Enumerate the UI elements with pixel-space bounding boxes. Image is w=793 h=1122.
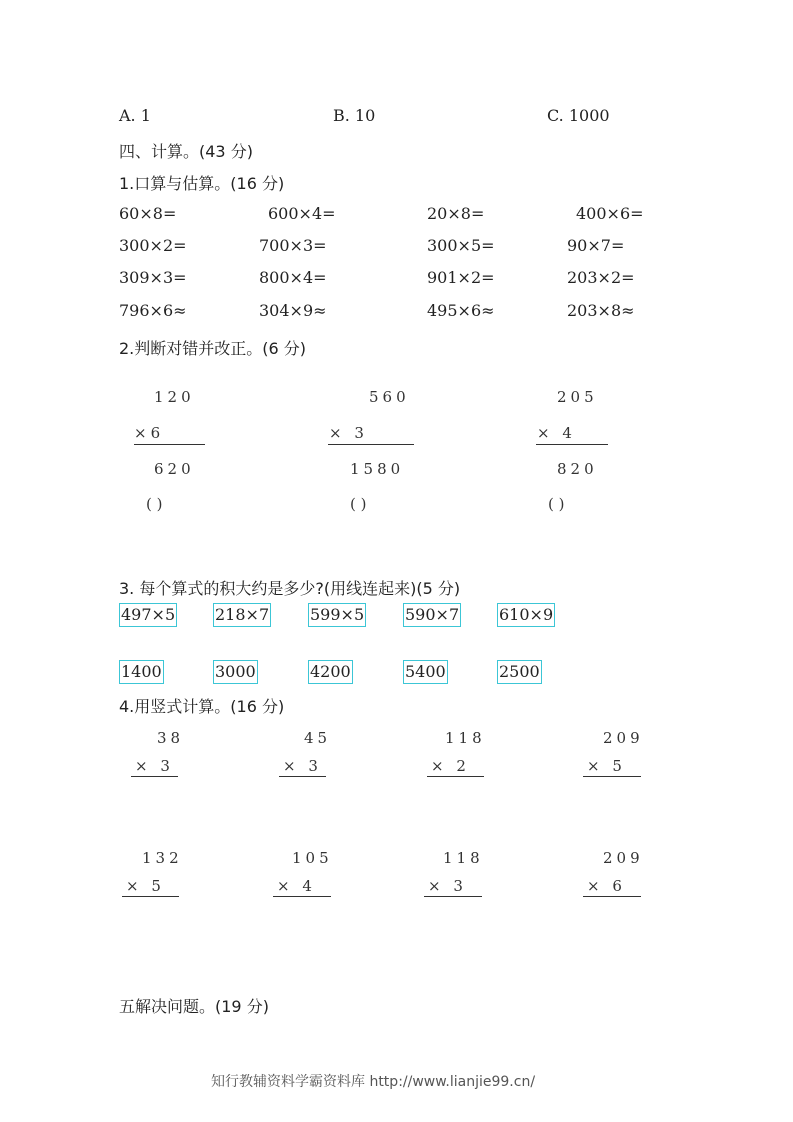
q1-r3-c1: 309×3= (119, 268, 187, 287)
q1-r4-c4: 203×8≈ (567, 301, 635, 320)
q2-item3-result: 820 (557, 460, 598, 478)
q1-r1-c2: 600×4= (268, 204, 336, 223)
q2-item3-mult: × 4 (537, 424, 576, 442)
q4-r1-item2-line (279, 776, 326, 777)
q4-r1-item3-line (427, 776, 484, 777)
q3-expr-4[interactable]: 590×7 (403, 603, 461, 627)
q4-r2-item4-line (583, 896, 641, 897)
q2-item3-top: 205 (557, 388, 598, 406)
q3-expr-2[interactable]: 218×7 (213, 603, 271, 627)
q4-r1-item3-mult: × 2 (431, 757, 470, 775)
q4-r2-item1-mult: × 5 (126, 877, 165, 895)
q4-r2-item2-mult: × 4 (277, 877, 316, 895)
q4-r1-item2-mult: × 3 (283, 757, 322, 775)
q2-item3-paren: ( ) (548, 495, 565, 513)
q4-r1-item1-mult: × 3 (135, 757, 174, 775)
q2-item2-line (328, 444, 414, 445)
q4-r2-item1-line (122, 896, 179, 897)
q1-r4-c2: 304×9≈ (259, 301, 327, 320)
q2-item1-result: 620 (154, 460, 195, 478)
q1-r3-c4: 203×2= (567, 268, 635, 287)
q4-r2-item2-top: 105 (292, 849, 333, 867)
q3-expr-3[interactable]: 599×5 (308, 603, 366, 627)
q4-r1-item4-line (583, 776, 641, 777)
choice-b: B. 10 (333, 106, 376, 125)
footer-watermark: 知行教辅资料学霸资料库 http://www.lianjie99.cn/ (211, 1074, 536, 1090)
q3-answer-5[interactable]: 2500 (497, 660, 542, 684)
q1-r1-c3: 20×8= (427, 204, 485, 223)
q3-answer-3[interactable]: 4200 (308, 660, 353, 684)
q2-item2-result: 1580 (350, 460, 405, 478)
q2-item2-paren: ( ) (350, 495, 367, 513)
q2-item1-top: 120 (154, 388, 195, 406)
choice-c: C. 1000 (547, 106, 610, 125)
q3-answer-1[interactable]: 1400 (119, 660, 164, 684)
q4-r2-item4-mult: × 6 (587, 877, 626, 895)
q2-item1-line (134, 444, 205, 445)
q1-r3-c3: 901×2= (427, 268, 495, 287)
q4-r2-item4-top: 209 (603, 849, 644, 867)
q1-title: 1.口算与估算。(16 分) (119, 174, 285, 193)
q1-r1-c1: 60×8= (119, 204, 177, 223)
section-5-title: 五解决问题。(19 分) (119, 997, 269, 1016)
q4-r1-item4-mult: × 5 (587, 757, 626, 775)
q2-item3-line (536, 444, 608, 445)
q1-r2-c3: 300×5= (427, 236, 495, 255)
q4-r2-item2-line (273, 896, 331, 897)
q3-answer-4[interactable]: 5400 (403, 660, 448, 684)
q4-r1-item1-top: 38 (157, 729, 185, 747)
q2-item1-paren: ( ) (146, 495, 163, 513)
q3-title: 3. 每个算式的积大约是多少?(用线连起来)(5 分) (119, 579, 461, 598)
q4-r1-item2-top: 45 (304, 729, 332, 747)
q1-r2-c2: 700×3= (259, 236, 327, 255)
q3-expr-5[interactable]: 610×9 (497, 603, 555, 627)
choice-a: A. 1 (119, 106, 151, 125)
q1-r4-c1: 796×6≈ (119, 301, 187, 320)
q2-item1-mult: ×6 (134, 424, 165, 442)
q3-answer-2[interactable]: 3000 (213, 660, 258, 684)
q4-r2-item3-line (424, 896, 482, 897)
q1-r2-c4: 90×7= (567, 236, 625, 255)
q4-r2-item3-top: 118 (443, 849, 484, 867)
q2-item2-top: 560 (369, 388, 410, 406)
section-4-title: 四、计算。(43 分) (119, 142, 253, 161)
q4-r2-item3-mult: × 3 (428, 877, 467, 895)
q2-item2-mult: × 3 (329, 424, 368, 442)
q4-title: 4.用竖式计算。(16 分) (119, 697, 285, 716)
q2-title: 2.判断对错并改正。(6 分) (119, 339, 307, 358)
q1-r3-c2: 800×4= (259, 268, 327, 287)
q1-r4-c3: 495×6≈ (427, 301, 495, 320)
q4-r1-item1-line (131, 776, 178, 777)
q4-r2-item1-top: 132 (142, 849, 183, 867)
q1-r1-c4: 400×6= (576, 204, 644, 223)
q4-r1-item3-top: 118 (445, 729, 486, 747)
q1-r2-c1: 300×2= (119, 236, 187, 255)
q4-r1-item4-top: 209 (603, 729, 644, 747)
q3-expr-1[interactable]: 497×5 (119, 603, 177, 627)
